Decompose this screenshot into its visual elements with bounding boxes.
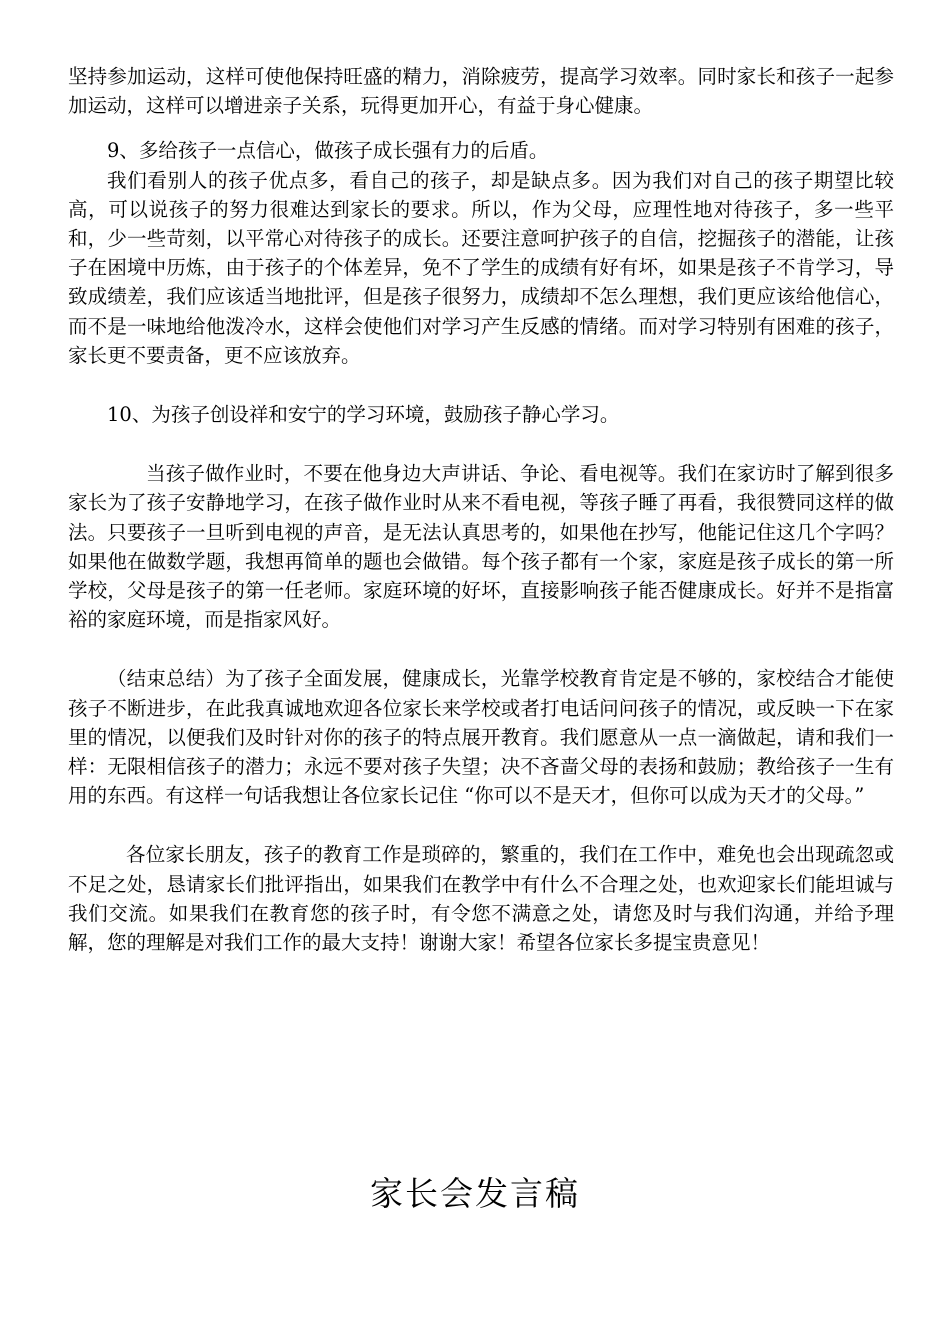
paragraph-closing: 各位家长朋友，孩子的教育工作是琐碎的，繁重的，我们在工作中，难免也会出现疏忽或不足之处，恳请家长们批评指出，如果我们在教学中有什么不合理之处，也欢迎家长们能坦诚与我们交流。如果我们在教育您的孩子时，有令您不满意之处，请您及时与我们沟通，并给予理解，您的理解是对我们工作的最大支持！谢谢大家！希望各位家长多提宝贵意见！ (68, 843, 894, 955)
document-body (68, 62, 894, 957)
paragraph-study-environment: 当孩子做作业时，不要在他身边大声讲话、争论、看电视等。我们在家访时了解到很多家长为了孩子安静地学习，在孩子做作业时从来不看电视，等孩子睡了再看，我很赞同这样的做法。只要孩子一旦听到电视的声音，是无法认真思考的，如果他在抄写，他能记住这几个字吗？如果他在做数学题，我想再简单的题也会做错。每个孩子都有一个家，家庭是孩子成长的第一所学校，父母是孩子的第一任老师。家庭环境的好坏，直接影响孩子能否健康成长。好并不是指富裕的家庭环境，而是指家风好。 (68, 462, 894, 632)
paragraph-conclusion: （结束总结）为了孩子全面发展，健康成长，光靠学校教育肯定是不够的，家校结合才能使孩子不断进步，在此我真诚地欢迎各位家长来学校或者打电话问问孩子的情况，或反映一下在家里的情况，以便我们及时针对你的孩子的特点展开教育。我们愿意从一点一滴做起，请和我们一样：无限相信孩子的潜力；永远不要对孩子失望；决不吝啬父母的表扬和鼓励；教给孩子一生有用的东西。有这样一句话我想让各位家长记住 “你可以不是天才，但你可以成为天才的父母。” (68, 667, 894, 808)
heading-item-9: 9、多给孩子一点信心，做孩子成长强有力的后盾。 (107, 139, 549, 163)
document-title: 家长会发言稿 (370, 1174, 580, 1213)
paragraph-exercise-continued: 坚持参加运动，这样可使他保持旺盛的精力，消除疲劳，提高学习效率。同时家长和孩子一起参加运动，这样可以增进亲子关系，玩得更加开心，有益于身心健康。 (68, 65, 894, 118)
paragraph-confidence: 我们看别人的孩子优点多，看自己的孩子，却是缺点多。因为我们对自己的孩子期望比较高，可以说孩子的努力很难达到家长的要求。所以，作为父母，应理性地对待孩子，多一些平和，少一些苛刻，以平常心对待孩子的成长。还要注意呵护孩子的自信，挖掘孩子的潜能，让孩子在困境中历炼，由于孩子的个体差异，免不了学生的成绩有好有坏，如果是孩子不肯学习，导致成绩差，我们应该适当地批评，但是孩子很努力，成绩却不怎么理想，我们更应该给他信心，而不是一味地给他泼冷水，这样会使他们对学习产生反感的情绪。而对学习特别有困难的孩子，家长更不要责备，更不应该放弃。 (68, 168, 894, 367)
heading-item-10: 10、为孩子创设祥和安宁的学习环境，鼓励孩子静心学习。 (107, 403, 620, 427)
